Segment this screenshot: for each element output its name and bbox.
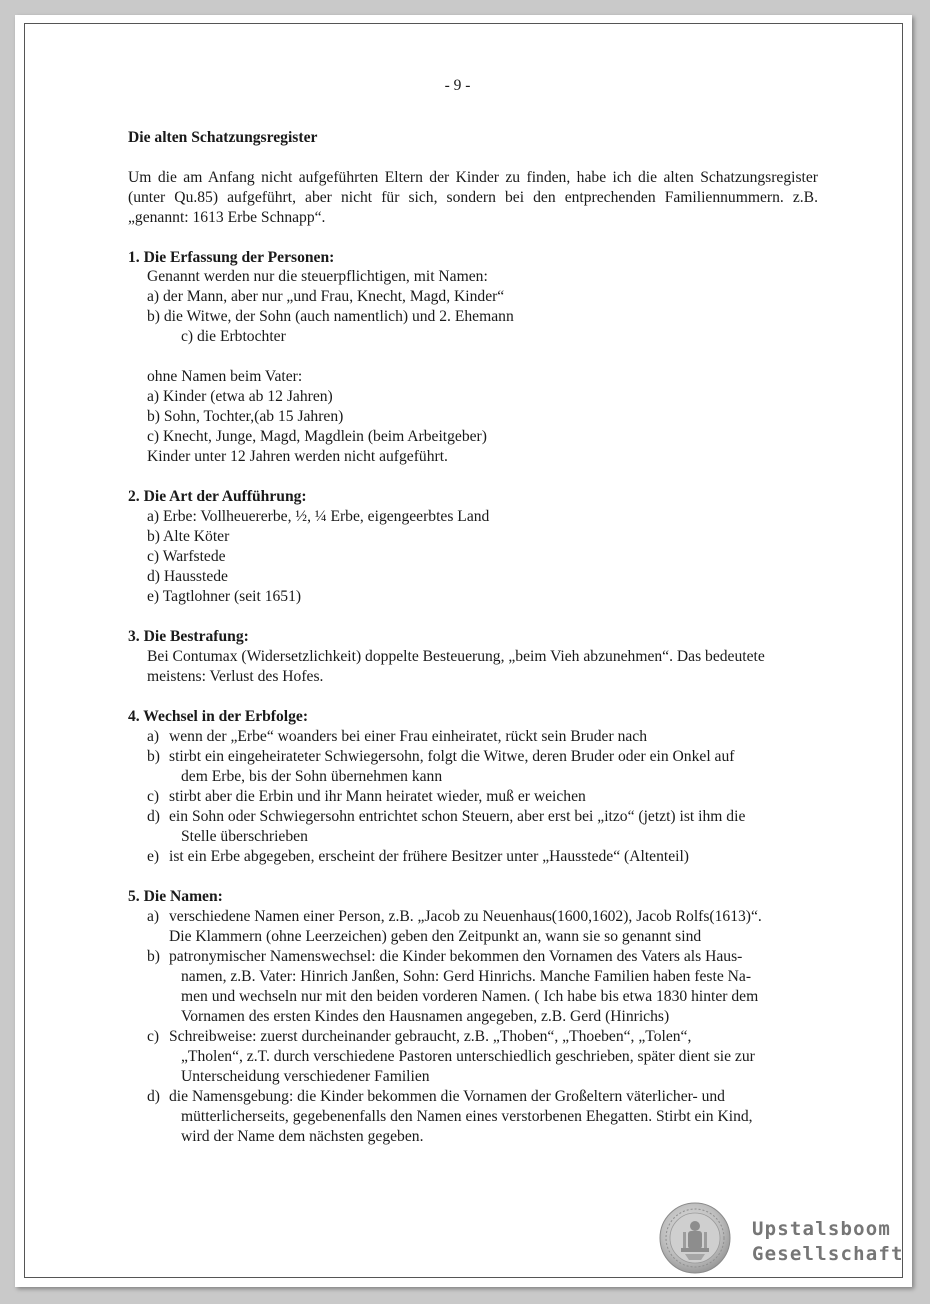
item-label: e) [147, 848, 160, 865]
item-line: mütterlicherseits, gegebenenfalls den Namen eines verstorbenen Ehegatten. Stirbt ein Kind, [181, 1108, 753, 1125]
section-line: b) die Witwe, der Sohn (auch namentlich) und 2. Ehemann [147, 308, 514, 325]
item-line: dem Erbe, bis der Sohn übernehmen kann [181, 768, 443, 785]
item-label: d) [147, 1088, 160, 1105]
upstalsboom-seal-icon [659, 1202, 731, 1274]
item-line: stirbt aber die Erbin und ihr Mann heiratet wieder, muß er weichen [169, 788, 586, 805]
item-label: a) [147, 728, 160, 745]
item-line: wenn der „Erbe“ woanders bei einer Frau einheiratet, rückt sein Bruder nach [169, 728, 648, 745]
item-line: Stelle überschrieben [181, 828, 308, 845]
section-line: a) der Mann, aber nur „und Frau, Knecht, Magd, Kinder“ [147, 288, 505, 305]
item-line: Unterscheidung verschiedener Familien [181, 1068, 430, 1085]
section-line: meistens: Verlust des Hofes. [147, 668, 324, 685]
section-title: 2. Die Art der Aufführung: [128, 488, 307, 505]
item-line: namen, z.B. Vater: Hinrich Janßen, Sohn: Gerd Hinrichs. Manche Familien haben feste Na- [181, 968, 752, 985]
page-number: - 9 - [444, 77, 471, 94]
section-line: ohne Namen beim Vater: [147, 368, 303, 385]
item-line: Schreibweise: zuerst durcheinander gebraucht, z.B. „Thoben“, „Thoeben“, „Tolen“, [169, 1028, 692, 1045]
section-line: c) Warfstede [147, 548, 226, 565]
section-line: b) Alte Köter [147, 528, 230, 545]
item-line: „Tholen“, z.T. durch verschiedene Pastoren unterschiedlich geschrieben, später dient sie zur [181, 1048, 755, 1065]
section-line: c) die Erbtochter [181, 328, 286, 345]
section-line: e) Tagtlohner (seit 1651) [147, 588, 302, 605]
item-line: men und wechseln nur mit den beiden vorderen Namen. ( Ich habe bis etwa 1830 hinter dem [181, 988, 759, 1005]
item-line: verschiedene Namen einer Person, z.B. „Jacob zu Neuenhaus(1600,1602), Jacob Rolfs(1613)“. [169, 908, 762, 925]
section-title: 5. Die Namen: [128, 888, 223, 905]
item-label: a) [147, 908, 160, 925]
brand-name-line1: Upstalsboom [752, 1218, 892, 1240]
item-label: c) [147, 1028, 160, 1045]
item-label: b) [147, 748, 160, 765]
section-line: Bei Contumax (Widersetzlichkeit) doppelte Besteuerung, „beim Vieh abzunehmen“. Das bedeutete [147, 648, 765, 665]
page-heading: Die alten Schatzungsregister [128, 129, 318, 146]
section-line: d) Hausstede [147, 568, 228, 585]
section-title: 3. Die Bestrafung: [128, 628, 249, 645]
section-title: 4. Wechsel in der Erbfolge: [128, 708, 309, 725]
section-line: Genannt werden nur die steuerpflichtigen, mit Namen: [147, 268, 488, 285]
item-line: ein Sohn oder Schwiegersohn entrichtet schon Steuern, aber erst bei „itzo“ (jetzt) ist ihm die [169, 808, 746, 825]
section-line: a) Kinder (etwa ab 12 Jahren) [147, 388, 333, 405]
item-line: Die Klammern (ohne Leerzeichen) geben den Zeitpunkt an, wann sie so genannt sind [169, 928, 702, 945]
intro-line: Um die am Anfang nicht aufgeführten Eltern der Kinder zu finden, habe ich die alten Schatzungsregister [128, 169, 818, 186]
intro-line: „genannt: 1613 Erbe Schnapp“. [128, 209, 326, 226]
item-line: ist ein Erbe abgegeben, erscheint der frühere Besitzer unter „Hausstede“ (Altenteil) [169, 848, 689, 865]
item-label: c) [147, 788, 160, 805]
item-line: die Namensgebung: die Kinder bekommen die Vornamen der Großeltern väterlicher- und [169, 1088, 725, 1105]
section-line: b) Sohn, Tochter,(ab 15 Jahren) [147, 408, 344, 425]
brand-name-line2: Gesellschaft [752, 1243, 904, 1265]
item-line: wird der Name dem nächsten gegeben. [181, 1128, 424, 1145]
item-label: b) [147, 948, 160, 965]
section-line: a) Erbe: Vollheuererbe, ½, ¼ Erbe, eigengeerbtes Land [147, 508, 490, 525]
section-line: Kinder unter 12 Jahren werden nicht aufgeführt. [147, 448, 448, 465]
item-line: Vornamen des ersten Kindes den Hausnamen angegeben, z.B. Gerd (Hinrichs) [181, 1008, 670, 1025]
intro-line: (unter Qu.85) aufgeführt, aber nicht für sich, sondern bei den entprechenden Familiennummern. z.B. [128, 189, 818, 206]
item-line: stirbt ein eingeheirateter Schwiegersohn, folgt die Witwe, deren Bruder oder ein Onkel auf [169, 748, 735, 765]
section-line: c) Knecht, Junge, Magd, Magdlein (beim Arbeitgeber) [147, 428, 487, 445]
item-line: patronymischer Namenswechsel: die Kinder bekommen den Vornamen des Vaters als Haus- [169, 948, 743, 965]
section-title: 1. Die Erfassung der Personen: [128, 249, 335, 266]
item-label: d) [147, 808, 160, 825]
